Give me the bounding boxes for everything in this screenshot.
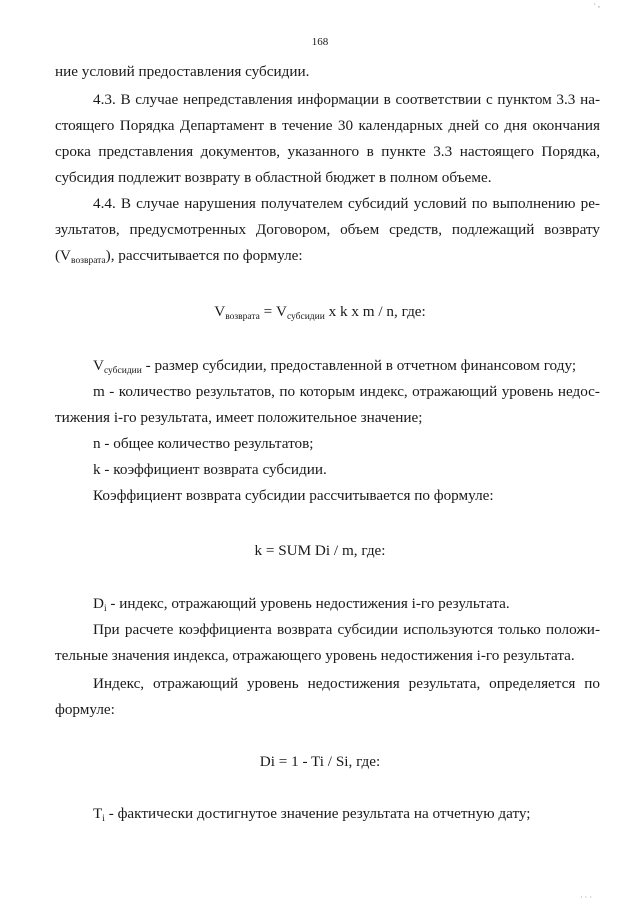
formula-text: = V bbox=[259, 303, 287, 320]
paragraph-line: 4.4. В случае нарушения получателем субсидий условий по выполнению ре- bbox=[93, 195, 600, 212]
line-text: D bbox=[93, 595, 104, 612]
paragraph-line bbox=[93, 356, 600, 375]
page-number: 168 bbox=[311, 36, 329, 48]
subscript: возврата bbox=[225, 312, 260, 322]
scan-mark-top: · , bbox=[593, 0, 600, 9]
paragraph-line: срока представления документов, указанного в пункте 3.3 настоящего Порядка, bbox=[55, 143, 600, 160]
subscript: субсидии bbox=[103, 366, 142, 376]
line-text: - фактически достигнутое значение результата на отчетную дату; bbox=[104, 805, 531, 822]
paragraph-line: 4.3. В случае непредставления информации в соответствии с пунктом 3.3 на- bbox=[93, 91, 600, 108]
paragraph-line bbox=[55, 246, 600, 265]
line-text: (V bbox=[55, 247, 72, 264]
formula-text: x k x m / n, где: bbox=[324, 303, 426, 320]
paragraph-line: субсидия подлежит возврату в областной бюджет в полном объеме. bbox=[55, 169, 492, 186]
line-text: ), рассчитывается по формуле: bbox=[105, 247, 303, 264]
paragraph-line: зультатов, предусмотренных Договором, объем средств, подлежащий возврату bbox=[55, 221, 600, 238]
paragraph-line: тельные значения индекса, отражающего уровень недостижения i-го результата. bbox=[55, 647, 575, 664]
formula-return bbox=[0, 302, 640, 321]
paragraph-line: тижения i-го результата, имеет положительное значение; bbox=[55, 409, 423, 426]
formula-index: Di = 1 - Ti / Si, где: bbox=[259, 753, 381, 770]
subscript: i bbox=[102, 814, 105, 824]
subscript: субсидии bbox=[286, 312, 325, 322]
line-text: - размер субсидии, предоставленной в отчетном финансовом году; bbox=[141, 357, 577, 374]
formula-text: V bbox=[214, 303, 226, 320]
paragraph-line bbox=[93, 804, 600, 823]
paragraph-line bbox=[93, 594, 600, 613]
paragraph-line: m - количество результатов, по которым индекс, отражающий уровень недос- bbox=[93, 383, 600, 400]
subscript: возврата bbox=[71, 256, 106, 266]
subscript: i bbox=[103, 604, 107, 614]
paragraph-line: Индекс, отражающий уровень недостижения результата, определяется по bbox=[93, 675, 600, 692]
line-text: V bbox=[93, 357, 104, 374]
paragraph-line: При расчете коэффициента возврата субсидии используются только положи- bbox=[93, 621, 600, 638]
line-text: T bbox=[93, 805, 103, 822]
scan-mark-bottom: · · · bbox=[580, 893, 592, 902]
paragraph-line: стоящего Порядка Департамент в течение 30 календарных дней со дня окончания bbox=[55, 117, 600, 134]
paragraph-line: ние условий предоставления субсидии. bbox=[55, 63, 310, 80]
paragraph-line: n - общее количество результатов; bbox=[93, 435, 314, 452]
paragraph-line: формуле: bbox=[55, 701, 115, 718]
paragraph-line: k - коэффициент возврата субсидии. bbox=[93, 461, 327, 478]
line-text: - индекс, отражающий уровень недостижения i-го результата. bbox=[106, 595, 510, 612]
paragraph-line: Коэффициент возврата субсидии рассчитывается по формуле: bbox=[93, 487, 494, 504]
formula-coefficient: k = SUM Di / m, где: bbox=[254, 542, 386, 559]
